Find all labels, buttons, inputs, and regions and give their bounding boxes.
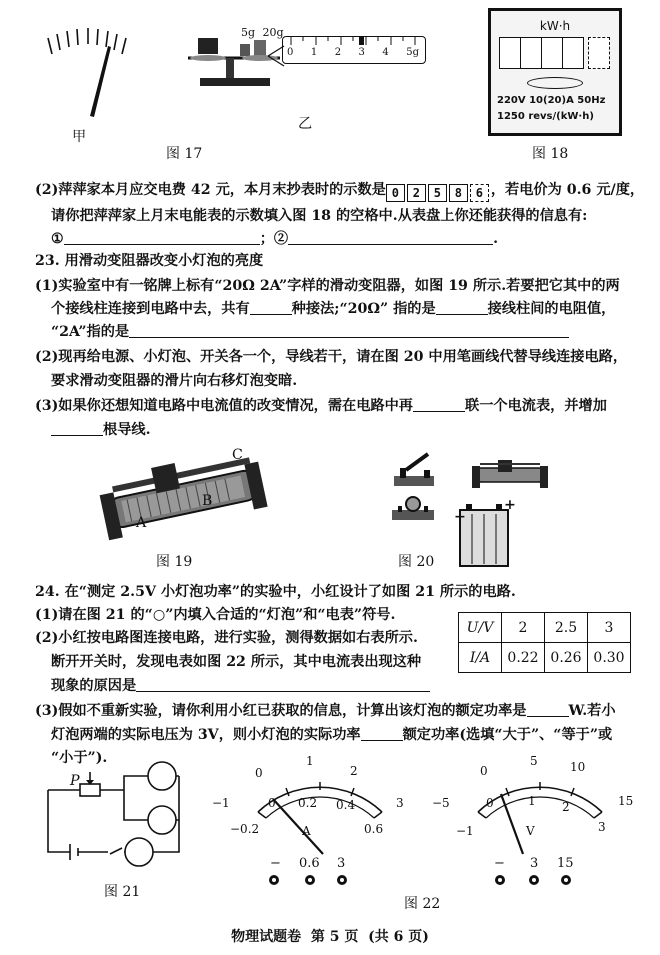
terminal-label: − [494, 856, 505, 871]
answer-blank[interactable] [413, 397, 465, 412]
q24-2-text: 现象的原因是 [51, 678, 137, 694]
q24-3-line3: “小于”). [51, 750, 108, 766]
q24-3-text-c: 灯泡两端的实际电压为 3V，则小灯泡的实际功率 [51, 727, 361, 743]
q22-2-text-b: ，若电价为 0.6 元/度， [490, 182, 645, 198]
answer-blank[interactable] [361, 726, 403, 741]
q24-1: (1)请在图 21 的“○”内填入合适的“灯泡”和“电表”符号. [35, 607, 396, 623]
table-cell: 0.30 [588, 643, 631, 673]
answer-blank[interactable] [436, 300, 488, 315]
battery-component [460, 504, 508, 566]
table-cell: 3 [588, 613, 631, 643]
meter-unit: kW·h [539, 19, 571, 33]
fig17-connector [268, 42, 288, 72]
data-table [458, 612, 631, 673]
fig17-ruler [282, 36, 426, 64]
meter-spec-1: 220V 10(20)A 50Hz [497, 95, 606, 106]
terminal-label: 3 [337, 856, 346, 871]
terminal-label: 3 [530, 856, 539, 871]
ammeter-unit: A [302, 824, 311, 838]
fig22-caption: 图 22 [404, 896, 441, 912]
reading-digit: 2 [407, 184, 426, 202]
answer-blank[interactable] [136, 677, 430, 692]
fig20-caption: 图 20 [398, 554, 435, 570]
table-cell: 0.26 [545, 643, 588, 673]
reading-digit: 0 [386, 184, 405, 202]
q23-1-line2 [51, 300, 615, 318]
fig20-components [384, 448, 584, 568]
q24-3-text-d: 额定功率(选填“大于”、“等于”或 [402, 727, 613, 743]
scale-label: 2 [350, 764, 358, 778]
answer-blank-1[interactable] [64, 230, 260, 245]
meter-slot [499, 37, 521, 69]
scale-label: −0.2 [230, 822, 260, 836]
reading-digit-decimal: 6 [470, 184, 489, 202]
terminal-label: 15 [557, 856, 574, 871]
fig17-weights [241, 26, 284, 39]
answer-blank[interactable] [527, 702, 569, 717]
battery-plus: + [504, 497, 516, 513]
q24-3-text-a: (3)假如不重新实验，请你利用小红已获取的信息，计算出该灯泡的额定功率是 [35, 703, 527, 719]
scale-label: 0.2 [298, 796, 318, 810]
q23-3-line1 [35, 397, 607, 415]
page-footer: 物理试题卷 第 5 页 (共 6 页) [231, 929, 429, 945]
scale-label: −1 [212, 796, 230, 810]
scale-label: 1 [528, 794, 536, 808]
answer-marker-1: ① [51, 231, 64, 247]
scale-label: 10 [570, 760, 586, 774]
answer-blank[interactable] [51, 421, 103, 436]
q23-1-line3 [51, 323, 569, 341]
q24-2-line1: (2)小红按电路图连接电路，进行实验，测得数据如右表所示. [35, 630, 418, 646]
answer-blank[interactable] [129, 323, 569, 338]
rheostat-label-c: C [232, 447, 243, 463]
reading-digit: 8 [449, 184, 468, 202]
scale-label: 1 [306, 754, 314, 768]
fig17-caption: 图 17 [166, 146, 203, 162]
fig17-gauge-jia [30, 20, 150, 140]
q24-title: 24. 在“测定 2.5V 小灯泡功率”的实验中，小红设计了如图 21 所示的电路. [35, 584, 516, 600]
battery-minus: − [454, 509, 466, 525]
q23-title: 23. 用滑动变阻器改变小灯泡的亮度 [35, 253, 264, 269]
rheostat-label-a: A [136, 515, 147, 531]
q24-2-line2: 断开开关时，发现电表如图 22 所示，其中电流表出现这种 [51, 654, 422, 670]
rheostat-small-component [472, 460, 548, 488]
meter-slot [521, 37, 542, 69]
terminal-label: − [270, 856, 281, 871]
q24-3-text-b: W.若小 [568, 703, 616, 719]
scale-label: 0 [268, 796, 276, 810]
q23-1-text-a: 个接线柱连接到电路中去，共有 [51, 301, 250, 317]
ammeter-terminal-posts [262, 872, 382, 892]
q23-1-text-d: “2A”指的是 [51, 324, 130, 340]
q24-3-line2 [51, 726, 612, 744]
q24-3-line1 [35, 702, 616, 720]
fig21-caption: 图 21 [104, 884, 141, 900]
scale-label: −1 [456, 824, 474, 838]
ruler-tick: 3 [358, 47, 365, 58]
q23-3-line2 [51, 421, 151, 439]
reading-digit: 5 [428, 184, 447, 202]
q23-2-line1: (2)现再给电源、小灯泡、开关各一个，导线若干，请在图 20 中用笔画线代替导线连接电路， [35, 349, 628, 365]
scale-label: 5 [530, 754, 538, 768]
q22-2-line1 [35, 181, 644, 202]
answer-marker-2: ；② [259, 231, 289, 247]
fig21-label-p: P [70, 773, 80, 789]
lamp-component [392, 497, 434, 520]
scale-label: 3 [598, 820, 606, 834]
ruler-tick: 0 [287, 47, 294, 58]
scale-label: 3 [396, 796, 404, 810]
fig17-label-yi: 乙 [298, 116, 313, 132]
meter-digit-slots [499, 37, 610, 69]
table-row [459, 643, 631, 673]
ruler-ticks [287, 47, 419, 58]
ruler-tick: 2 [334, 47, 342, 58]
scale-label: 0 [255, 766, 263, 780]
weight-5g: 5g [241, 26, 256, 39]
meter-spec-2: 1250 revs/(kW·h) [497, 111, 594, 122]
rheostat-label-b: B [202, 493, 213, 509]
q23-3-text-b: 联一个电流表，并增加 [465, 398, 607, 414]
scale-label: 15 [618, 794, 634, 808]
terminal-label: 0.6 [299, 856, 320, 871]
voltmeter-terminal-posts [490, 872, 610, 892]
table-cell: I/A [459, 643, 502, 673]
switch-component [394, 454, 434, 486]
table-cell: U/V [459, 613, 502, 643]
fig18-meter [488, 8, 622, 136]
table-cell: 0.22 [502, 643, 545, 673]
scale-label: 2 [562, 800, 570, 814]
scale-label: 0 [480, 764, 488, 778]
q22-2-line3 [51, 230, 498, 248]
ruler-tick: 5g [406, 47, 419, 58]
table-cell: 2.5 [545, 613, 588, 643]
weight-20g: 20g [262, 26, 284, 39]
q23-1-text-b: 种接法;“20Ω” 指的是 [291, 301, 436, 317]
scale-label: 0.6 [364, 822, 384, 836]
q23-2-line2: 要求滑动变阻器的滑片向右移灯泡变暗. [51, 373, 298, 389]
q23-1-line1: (1)实验室中有一铭牌上标有“20Ω 2A”字样的滑动变阻器，如图 19 所示.若要把它其中的两 [35, 278, 620, 294]
table-cell: 2 [502, 613, 545, 643]
ruler-tick: 4 [382, 47, 389, 58]
meter-slot [563, 37, 584, 69]
q22-2-text-a: (2)萍萍家本月应交电费 42 元，本月末抄表时的示数是 [35, 182, 386, 198]
scale-label: 0 [486, 796, 494, 810]
answer-blank-2[interactable] [288, 230, 493, 245]
fig21-circuit [44, 768, 194, 868]
ruler-tick: 1 [310, 47, 318, 58]
q22-2-end: . [493, 231, 499, 247]
meter-slot-decimal [588, 37, 610, 69]
q24-2-line3 [51, 677, 430, 695]
q23-3-text-c: 根导线. [103, 422, 151, 438]
fig19-caption: 图 19 [156, 554, 193, 570]
q22-2-line2: 请你把萍萍家上月末电能表的示数填入图 18 的空格中.从表盘上你还能获得的信息有: [51, 208, 588, 224]
scale-label: −5 [432, 796, 450, 810]
meter-disc [527, 77, 583, 89]
table-row [459, 613, 631, 643]
q23-1-text-c: 接线柱间的电阻值， [487, 301, 616, 317]
voltmeter-unit: V [526, 824, 535, 838]
q23-3-text-a: (3)如果你还想知道电路中电流值的改变情况，需在电路中再 [35, 398, 413, 414]
fig17-label-jia: 甲 [72, 129, 87, 145]
fig18-caption: 图 18 [532, 146, 569, 162]
scale-label: 0.4 [336, 798, 356, 812]
meter-slot [542, 37, 563, 69]
answer-blank[interactable] [250, 300, 292, 315]
